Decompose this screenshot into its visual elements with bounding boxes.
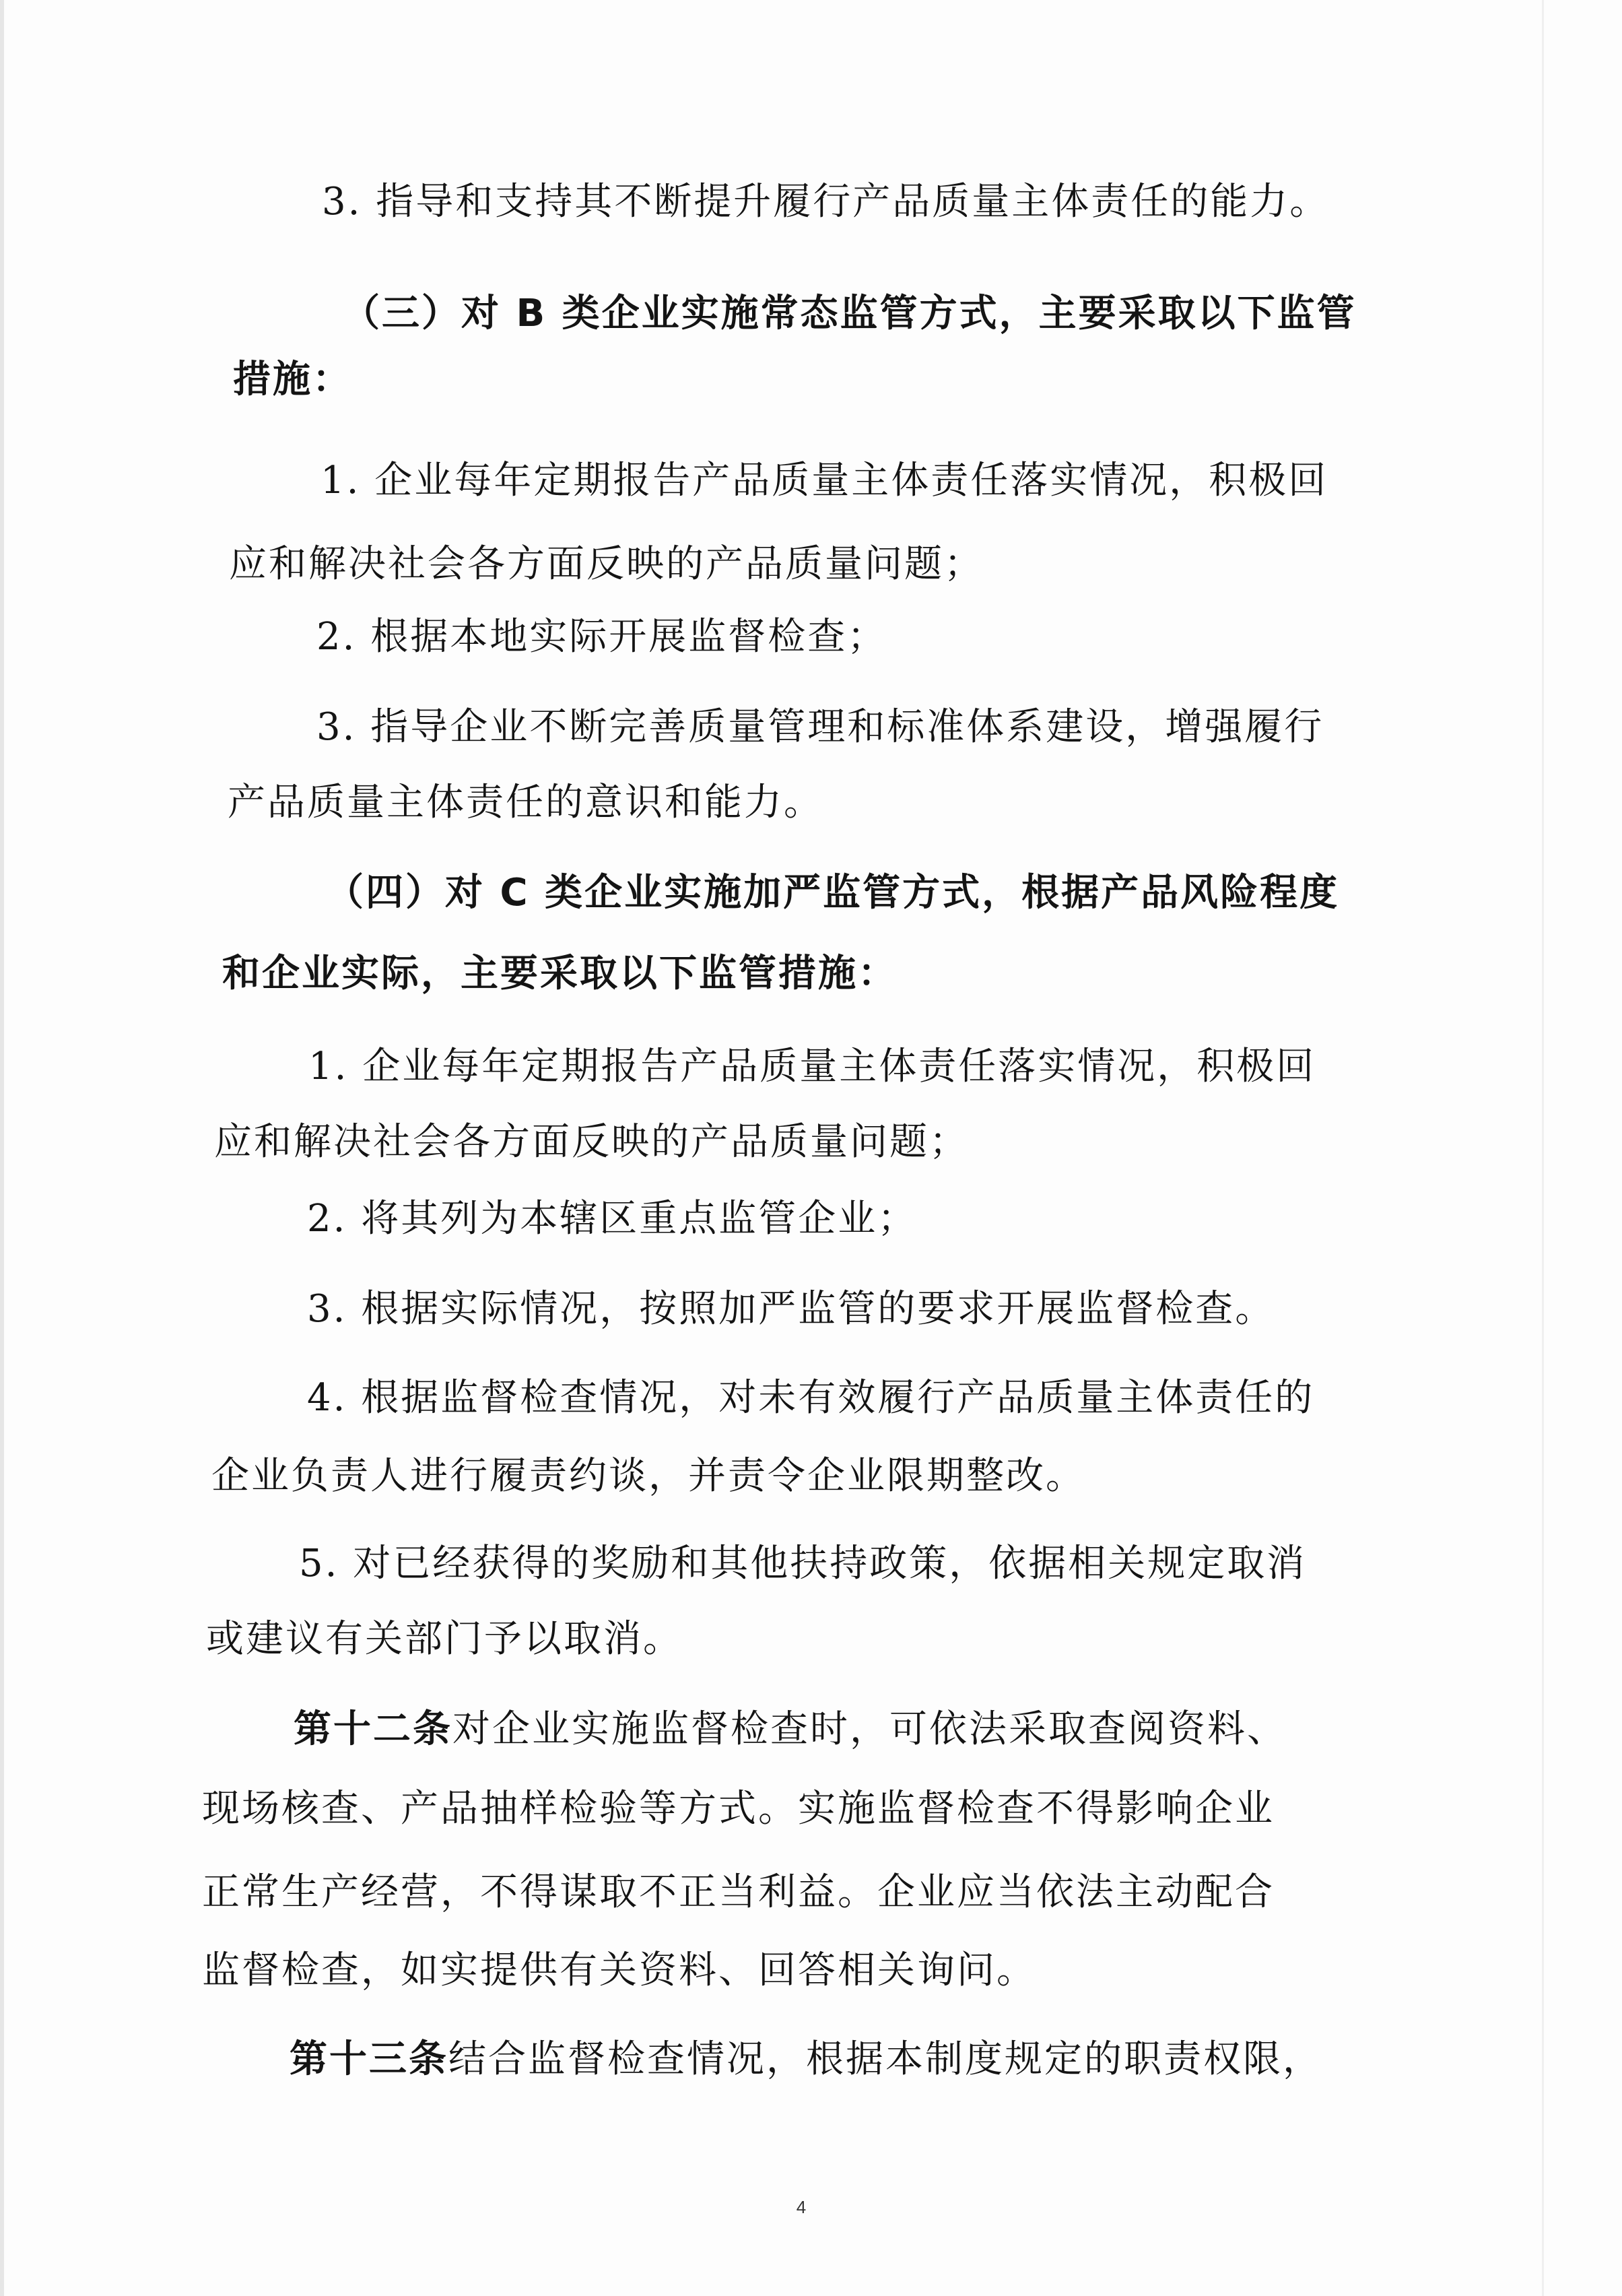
text-line: 1. 企业每年定期报告产品质量主体责任落实情况，积极回 [320, 459, 1328, 502]
article-13-first-line [290, 2035, 1322, 2084]
text-line: 和企业实际，主要采取以下监管措施： [222, 952, 898, 995]
text-line: 或建议有关部门予以取消。 [206, 1617, 683, 1661]
text-line: 正常生产经营，不得谋取不正当利益。企业应当依法主动配合 [202, 1870, 1275, 1914]
text-line: 2. 根据本地实际开展监督检查； [316, 615, 887, 659]
page-number: 4 [796, 2197, 807, 2217]
article-12-text: 对企业实施监督检查时，可依法采取查阅资料、 [452, 1707, 1287, 1751]
right-scan-edge [1542, 0, 1544, 2296]
article-12-first-line [294, 1705, 1287, 1754]
article-13-text: 结合监督检查情况，根据本制度规定的职责权限， [448, 2037, 1322, 2081]
text-line: 3. 指导和支持其不断提升履行产品质量主体责任的能力。 [322, 180, 1330, 224]
text-line: 措施： [233, 358, 352, 401]
article-12-heading: 第十二条 [294, 1707, 452, 1751]
text-line: 应和解决社会各方面反映的产品质量问题； [229, 542, 984, 586]
text-line: 企业负责人进行履责约谈，并责令企业限期整改。 [211, 1454, 1085, 1498]
text-line: 1. 企业每年定期报告产品质量主体责任落实情况，积极回 [308, 1045, 1316, 1088]
left-scan-edge [0, 0, 4, 2296]
text-line: 现场核查、产品抽样检验等方式。实施监督检查不得影响企业 [202, 1787, 1275, 1831]
article-13-heading: 第十三条 [290, 2037, 448, 2081]
text-line: 5. 对已经获得的奖励和其他扶持政策，依据相关规定取消 [299, 1542, 1307, 1585]
text-line: 3. 指导企业不断完善质量管理和标准体系建设，增强履行 [316, 705, 1324, 749]
text-line: 2. 将其列为本辖区重点监管企业； [307, 1197, 918, 1241]
text-line: 应和解决社会各方面反映的产品质量问题； [214, 1120, 969, 1164]
text-line: 监督检查，如实提供有关资料、回答相关询问。 [202, 1948, 1036, 1992]
text-line: 4. 根据监督检查情况，对未有效履行产品质量主体责任的 [307, 1376, 1315, 1420]
text-line: 3. 根据实际情况，按照加严监管的要求开展监督检查。 [307, 1287, 1275, 1331]
section-heading-b: （三）对 B 类企业实施常态监管方式，主要采取以下监管 [342, 292, 1357, 335]
section-heading-c: （四）对 C 类企业实施加严监管方式，根据产品风险程度 [326, 871, 1340, 915]
text-line: 产品质量主体责任的意识和能力。 [228, 781, 823, 824]
